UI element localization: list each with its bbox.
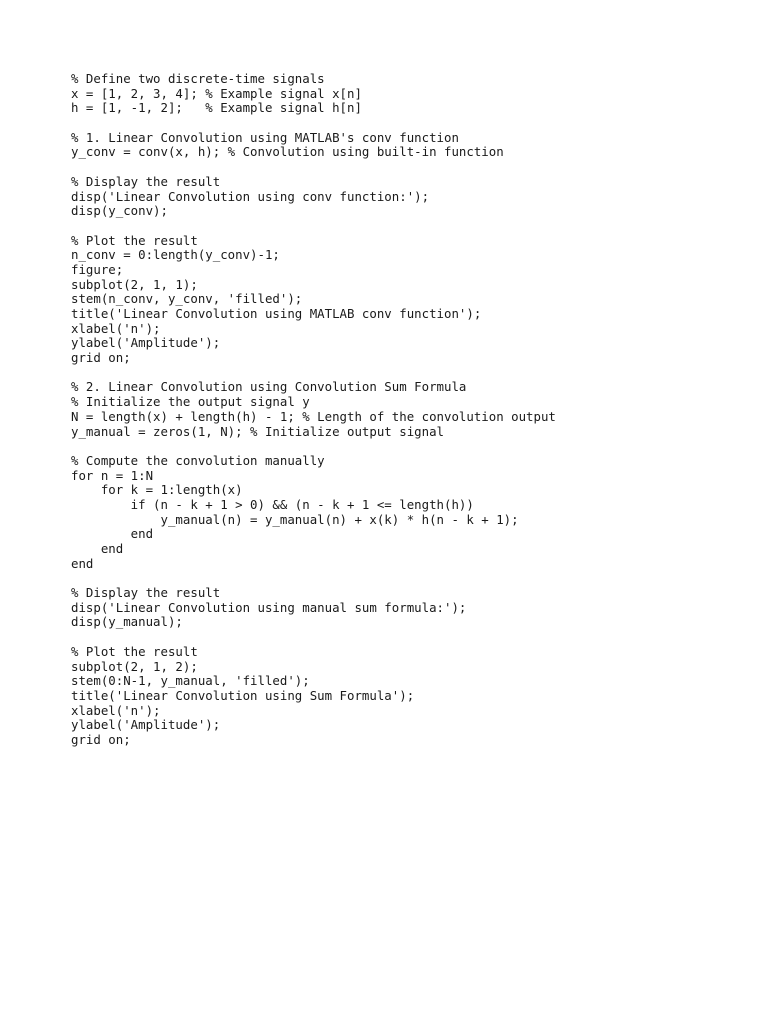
code-line: stem(n_conv, y_conv, 'filled'); (71, 291, 303, 307)
code-line (71, 571, 556, 586)
code-line: stem(0:N-1, y_manual, 'filled'); (71, 673, 310, 689)
code-line: y_conv = conv(x, h); % Convolution using built-in function (71, 144, 504, 160)
code-line: title('Linear Convolution using Sum Formula'); (71, 687, 415, 703)
code-line: for k = 1:length(x) (71, 482, 243, 498)
code-line: figure; (71, 261, 124, 277)
code-line: subplot(2, 1, 1); (71, 276, 198, 292)
code-line (71, 160, 556, 175)
code-line: title('Linear Convolution using MATLAB conv function'); (71, 306, 482, 321)
code-line: h = [1, -1, 2]; % Example signal h[n] (71, 100, 362, 116)
code-line: ylabel('Amplitude'); (71, 717, 221, 733)
code-line: disp('Linear Convolution using manual sum formula:'); (71, 599, 467, 615)
code-line (71, 219, 556, 234)
code-line: % Display the result (71, 173, 221, 189)
code-line: % Initialize the output signal y (71, 394, 310, 410)
code-line: N = length(x) + length(h) - 1; % Length of the convolution output (71, 408, 556, 424)
code-line: grid on; (71, 731, 131, 747)
code-line: % 2. Linear Convolution using Convolution Sum Formula (71, 379, 467, 395)
code-line: y_manual(n) = y_manual(n) + x(k) * h(n - k + 1); (71, 511, 519, 527)
code-line: % Plot the result (71, 643, 198, 659)
code-line: % Define two discrete-time signals (71, 71, 325, 86)
code-line: disp(y_manual); (71, 614, 183, 630)
code-line: % 1. Linear Convolution using MATLAB's conv function (71, 129, 459, 145)
code-line (71, 366, 556, 381)
code-line: end (71, 526, 154, 542)
code-line: xlabel('n'); (71, 702, 161, 718)
code-line: end (71, 555, 94, 571)
code-line: x = [1, 2, 3, 4]; % Example signal x[n] (71, 85, 362, 101)
code-line: % Compute the convolution manually (71, 452, 325, 468)
code-line: % Display the result (71, 585, 221, 601)
code-line (71, 630, 556, 645)
code-line: n_conv = 0:length(y_conv)-1; (71, 247, 280, 263)
code-line: % Plot the result (71, 232, 198, 248)
code-line: xlabel('n'); (71, 320, 161, 336)
code-line: disp('Linear Convolution using conv function:'); (71, 188, 430, 204)
code-line (71, 439, 556, 454)
code-line: disp(y_conv); (71, 203, 168, 219)
code-line: end (71, 541, 124, 556)
code-line: subplot(2, 1, 2); (71, 658, 198, 674)
code-line: grid on; (71, 350, 131, 366)
code-line (71, 116, 556, 131)
matlab-code-block (71, 72, 556, 748)
code-line: y_manual = zeros(1, N); % Initialize output signal (71, 423, 444, 439)
code-line: if (n - k + 1 > 0) && (n - k + 1 <= length(h)) (71, 496, 474, 512)
code-line: ylabel('Amplitude'); (71, 335, 221, 351)
code-line: for n = 1:N (71, 467, 154, 483)
